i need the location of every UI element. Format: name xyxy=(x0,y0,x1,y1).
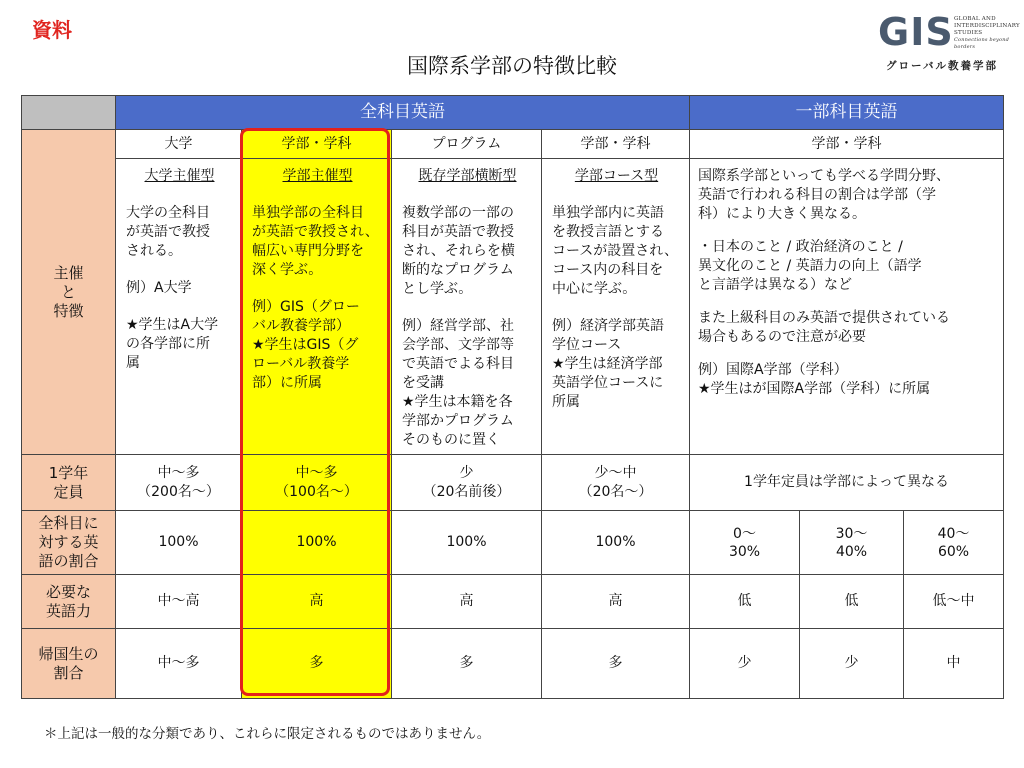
group-partial-english: 一部科目英語 xyxy=(690,96,1004,130)
ratio-cell: 0～ 30% xyxy=(690,511,800,575)
group-all-english: 全科目英語 xyxy=(116,96,690,130)
features-text: 単独学部内に英語 を教授言語とする コースが設置され、 コース内の科目を 中心に学ぶ。 xyxy=(552,205,679,297)
logo-tagline: Connections beyond borders xyxy=(954,37,1010,50)
row-label-features: 主催 と 特徴 xyxy=(22,130,116,455)
returnee-cell: 多 xyxy=(392,629,542,699)
returnee-row xyxy=(22,629,1004,699)
subheader-cell: 学部・学科 xyxy=(242,130,392,159)
row-label-ratio: 全科目に 対する英 語の割合 xyxy=(22,511,116,575)
ratio-cell: 100% xyxy=(542,511,690,575)
english-level-row xyxy=(22,575,1004,629)
logo-line: GLOBAL AND xyxy=(954,16,996,22)
returnee-cell: 多 xyxy=(542,629,690,699)
type-label: 学部主催型 xyxy=(282,168,353,184)
row-label-english: 必要な 英語力 xyxy=(22,575,116,629)
english-ratio-row xyxy=(22,511,1004,575)
capacity-cell: 少～中 （20名～） xyxy=(542,455,690,511)
group-header-row xyxy=(22,96,1004,130)
subheader-cell: プログラム xyxy=(392,130,542,159)
returnee-cell: 少 xyxy=(690,629,800,699)
subheader-cell: 学部・学科 xyxy=(690,130,1004,159)
features-text: 単独学部の全科目 が英語で教授され、 幅広い専門分野を 深く学ぶ。 xyxy=(252,205,379,278)
gis-logo xyxy=(878,12,1018,74)
logo-line: INTERDISCIPLINARY xyxy=(954,23,1020,29)
logo-japanese-name: グローバル教養学部 xyxy=(886,60,998,72)
features-example: 例）経済学部英語 学位コース ★学生は経済学部 英語学位コースに 所属 xyxy=(552,318,664,410)
type-label: 既存学部横断型 xyxy=(418,168,517,184)
ratio-cell: 100% xyxy=(242,511,392,575)
capacity-cell: 中～多 （200名～） xyxy=(116,455,242,511)
features-example: 例）A大学 xyxy=(126,280,192,296)
returnee-cell: 多 xyxy=(242,629,392,699)
logo-mark: GIS xyxy=(878,10,954,54)
logo-line: STUDIES xyxy=(954,30,983,36)
english-cell: 高 xyxy=(242,575,392,629)
features-caution: また上級科目のみ英語で提供されている 場合もあるので注意が必要 xyxy=(698,310,950,345)
row-label-capacity: 1学年 定員 xyxy=(22,455,116,511)
capacity-cell: 1学年定員は学部によって異なる xyxy=(690,455,1004,511)
subheader-cell: 大学 xyxy=(116,130,242,159)
capacity-cell: 中～多 （100名～） xyxy=(242,455,392,511)
features-text: 大学の全科目 が英語で教授 される。 xyxy=(126,205,210,259)
corner-cell xyxy=(22,96,116,130)
subheader-cell: 学部・学科 xyxy=(542,130,690,159)
subheader-row xyxy=(22,130,1004,159)
features-cell xyxy=(542,159,690,455)
ratio-cell: 100% xyxy=(392,511,542,575)
type-label: 大学主催型 xyxy=(144,168,215,184)
features-row xyxy=(22,159,1004,455)
english-cell: 低 xyxy=(800,575,904,629)
type-label: 学部コース型 xyxy=(574,168,659,184)
ratio-cell: 30～ 40% xyxy=(800,511,904,575)
features-list: ・日本のこと / 政治経済のこと / 異文化のこと / 英語力の向上（語学 と言語学は異なる）など xyxy=(698,239,922,293)
features-example: 例）経営学部、社 会学部、文学部等 で英語でよる科目 を受講 ★学生は本籍を各 学部かプログラム そのものに置く xyxy=(402,318,514,448)
document-label: 資料 xyxy=(32,18,72,42)
row-label-returnee: 帰国生の 割合 xyxy=(22,629,116,699)
ratio-cell: 40～ 60% xyxy=(904,511,1004,575)
capacity-cell: 少 （20名前後） xyxy=(392,455,542,511)
features-example: 例）国際A学部（学科） ★学生はが国際A学部（学科）に所属 xyxy=(698,362,931,397)
features-note: ★学生はA大学 の各学部に所 属 xyxy=(126,317,219,371)
features-cell-partial xyxy=(690,159,1004,455)
english-cell: 高 xyxy=(392,575,542,629)
english-cell: 高 xyxy=(542,575,690,629)
features-cell xyxy=(242,159,392,455)
features-text: 複数学部の一部の 科目が英語で教授 され、それらを横 断的なプログラム とし学ぶ。 xyxy=(402,205,515,297)
footnote: ＊上記は一般的な分類であり、これらに限定されるものではありません。 xyxy=(44,726,491,742)
page-title: 国際系学部の特徴比較 xyxy=(407,54,617,78)
features-example: 例）GIS（グロー バル教養学部） ★学生はGIS（グ ローバル教養学 部）に所属 xyxy=(252,299,360,391)
capacity-row xyxy=(22,455,1004,511)
features-text: 国際系学部といっても学べる学問分野、 英語で行われる科目の割合は学部（学 科）により大きく異なる。 xyxy=(698,168,950,222)
features-cell xyxy=(116,159,242,455)
ratio-cell: 100% xyxy=(116,511,242,575)
features-cell xyxy=(392,159,542,455)
english-cell: 低～中 xyxy=(904,575,1004,629)
returnee-cell: 少 xyxy=(800,629,904,699)
returnee-cell: 中 xyxy=(904,629,1004,699)
returnee-cell: 中～多 xyxy=(116,629,242,699)
english-cell: 中～高 xyxy=(116,575,242,629)
english-cell: 低 xyxy=(690,575,800,629)
logo-text xyxy=(954,16,1020,51)
comparison-table xyxy=(21,95,1004,699)
